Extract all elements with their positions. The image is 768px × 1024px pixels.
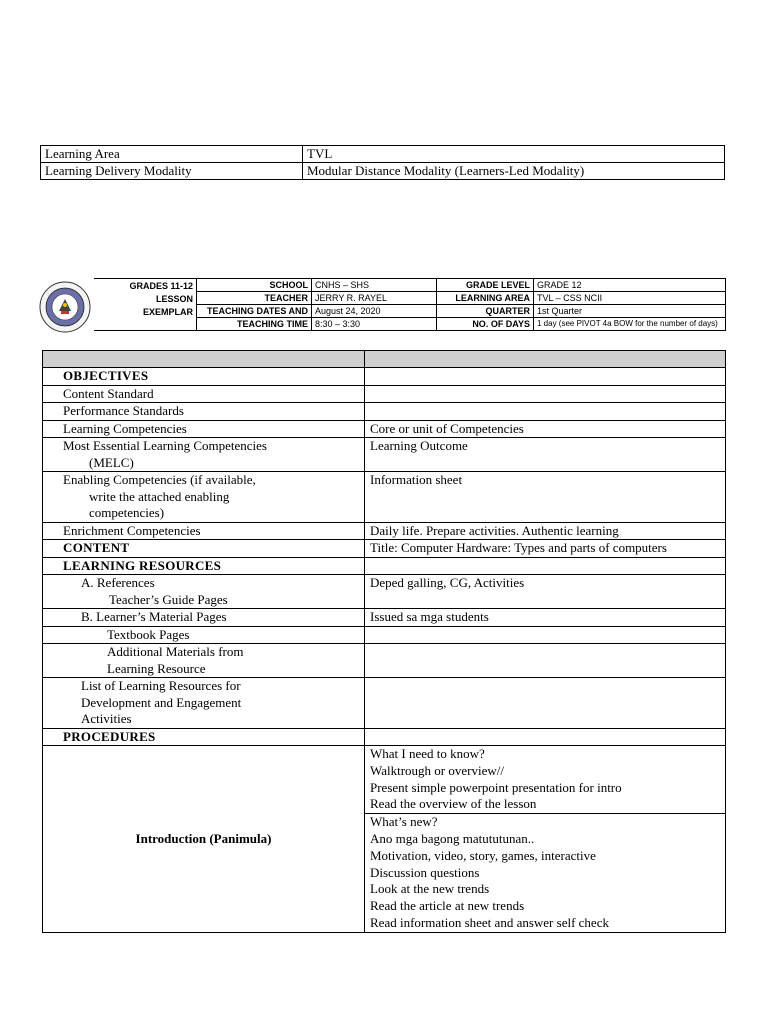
intro-line: Read the overview of the lesson (370, 796, 537, 812)
table-row (43, 626, 726, 644)
enrichment-competencies-value: Daily life. Prepare activities. Authentic learning (365, 522, 726, 540)
list-resources-line: Activities (81, 711, 132, 726)
empty-cell (365, 678, 726, 729)
table-row (43, 746, 726, 814)
table-row (43, 678, 726, 729)
exemplar-title-line: EXEMPLAR (142, 307, 193, 317)
table-header-row (43, 351, 726, 368)
enrichment-competencies-label: Enrichment Competencies (43, 522, 365, 540)
days-value: 1 day (see PIVOT 4a BOW for the number of days) (534, 318, 726, 331)
table-row (43, 420, 726, 438)
textbook-label: Textbook Pages (43, 626, 365, 644)
intro-block-whats-new (365, 814, 726, 933)
intro-line: Ano mga bagong matututunan.. (370, 830, 535, 846)
references-label (43, 575, 365, 609)
table-row (43, 728, 726, 746)
melc-value: Learning Outcome (365, 438, 726, 472)
table-row (43, 438, 726, 472)
list-resources-line: List of Learning Resources for (81, 678, 241, 693)
deped-seal-icon (39, 281, 91, 333)
learning-area-table (40, 145, 725, 180)
intro-line: Walktrough or overview// (370, 762, 504, 778)
melc-label-line: Most Essential Learning Competencies (63, 438, 267, 453)
table-row (43, 385, 726, 403)
empty-cell (365, 385, 726, 403)
references-line: A. References (81, 575, 155, 590)
content-standard-label: Content Standard (43, 385, 365, 403)
lesson-info-table (94, 278, 726, 331)
table-row (43, 575, 726, 609)
teaching-time-value: 8:30 – 3:30 (312, 318, 437, 331)
list-resources-label (43, 678, 365, 729)
table-row (43, 644, 726, 678)
grade-level-value: GRADE 12 (534, 279, 726, 292)
delivery-modality-label: Learning Delivery Modality (41, 163, 303, 180)
quarter-label: QUARTER (437, 305, 534, 318)
learning-area-label: Learning Area (41, 146, 303, 163)
intro-line: Read information sheet and answer self check (370, 914, 609, 930)
learning-competencies-value: Core or unit of Competencies (365, 420, 726, 438)
teachers-guide-label: Teacher’s Guide Pages (109, 591, 228, 607)
procedures-heading: PROCEDURES (43, 728, 365, 746)
intro-line: Look at the new trends (370, 881, 490, 897)
table-row (43, 540, 726, 558)
learning-area-value: TVL – CSS NCII (534, 292, 726, 305)
header-cell (365, 351, 726, 368)
school-value: CNHS – SHS (312, 279, 437, 292)
table-row (43, 403, 726, 421)
grade-level-label: GRADE LEVEL (437, 279, 534, 292)
empty-cell (365, 403, 726, 421)
empty-cell (365, 368, 726, 386)
quarter-value: 1st Quarter (534, 305, 726, 318)
intro-line: What I need to know? (370, 746, 485, 761)
references-value: Deped galling, CG, Activities (365, 575, 726, 609)
lesson-plan-table (42, 350, 726, 933)
learners-material-label: B. Learner’s Material Pages (43, 609, 365, 627)
teaching-dates-label: TEACHING DATES AND (197, 305, 312, 318)
exemplar-title (94, 279, 197, 331)
melc-label (43, 438, 365, 472)
learning-competencies-label: Learning Competencies (43, 420, 365, 438)
empty-cell (365, 626, 726, 644)
learning-area-label: LEARNING AREA (437, 292, 534, 305)
empty-cell (365, 557, 726, 575)
enabling-label-line: write the attached enabling (89, 488, 230, 504)
learning-resources-heading: LEARNING RESOURCES (43, 557, 365, 575)
intro-line: Present simple powerpoint presentation for intro (370, 779, 622, 795)
content-value: Title: Computer Hardware: Types and parts of computers (365, 540, 726, 558)
enabling-competencies-value: Information sheet (365, 472, 726, 523)
melc-label-line: (MELC) (89, 454, 134, 470)
learners-material-value: Issued sa mga students (365, 609, 726, 627)
teaching-dates-value: August 24, 2020 (312, 305, 437, 318)
exemplar-title-line: GRADES 11-12 (129, 281, 193, 291)
learning-area-value: TVL (303, 146, 725, 163)
teacher-value: JERRY R. RAYEL (312, 292, 437, 305)
exemplar-title-line: LESSON (155, 294, 193, 304)
table-row (43, 609, 726, 627)
table-row (43, 557, 726, 575)
list-resources-line: Development and Engagement (81, 694, 242, 710)
enabling-label-line: competencies) (89, 505, 165, 520)
performance-standards-label: Performance Standards (43, 403, 365, 421)
objectives-heading: OBJECTIVES (43, 368, 365, 386)
teacher-label: TEACHER (197, 292, 312, 305)
table-row (43, 368, 726, 386)
lesson-exemplar-header (36, 278, 726, 336)
intro-line: Read the article at new trends (370, 898, 525, 914)
intro-block-what-i-need (365, 746, 726, 814)
table-row (43, 522, 726, 540)
table-row (43, 472, 726, 523)
introduction-label: Introduction (Panimula) (43, 746, 365, 933)
intro-line: Discussion questions (370, 864, 480, 880)
school-label: SCHOOL (197, 279, 312, 292)
additional-materials-label (43, 644, 365, 678)
table-row (41, 163, 725, 180)
header-cell (43, 351, 365, 368)
empty-cell (365, 728, 726, 746)
table-row (41, 146, 725, 163)
days-label: NO. OF DAYS (437, 318, 534, 331)
teaching-time-label: TEACHING TIME (197, 318, 312, 331)
content-heading: CONTENT (43, 540, 365, 558)
additional-materials-line: Learning Resource (107, 660, 206, 676)
intro-line: Motivation, video, story, games, interactive (370, 847, 596, 863)
delivery-modality-value: Modular Distance Modality (Learners-Led Modality) (303, 163, 725, 180)
intro-line: What’s new? (370, 814, 438, 830)
enabling-competencies-label (43, 472, 365, 523)
enabling-label-line: Enabling Competencies (if available, (63, 472, 256, 487)
empty-cell (365, 644, 726, 678)
additional-materials-line: Additional Materials from (107, 644, 244, 659)
table-row (94, 279, 726, 292)
